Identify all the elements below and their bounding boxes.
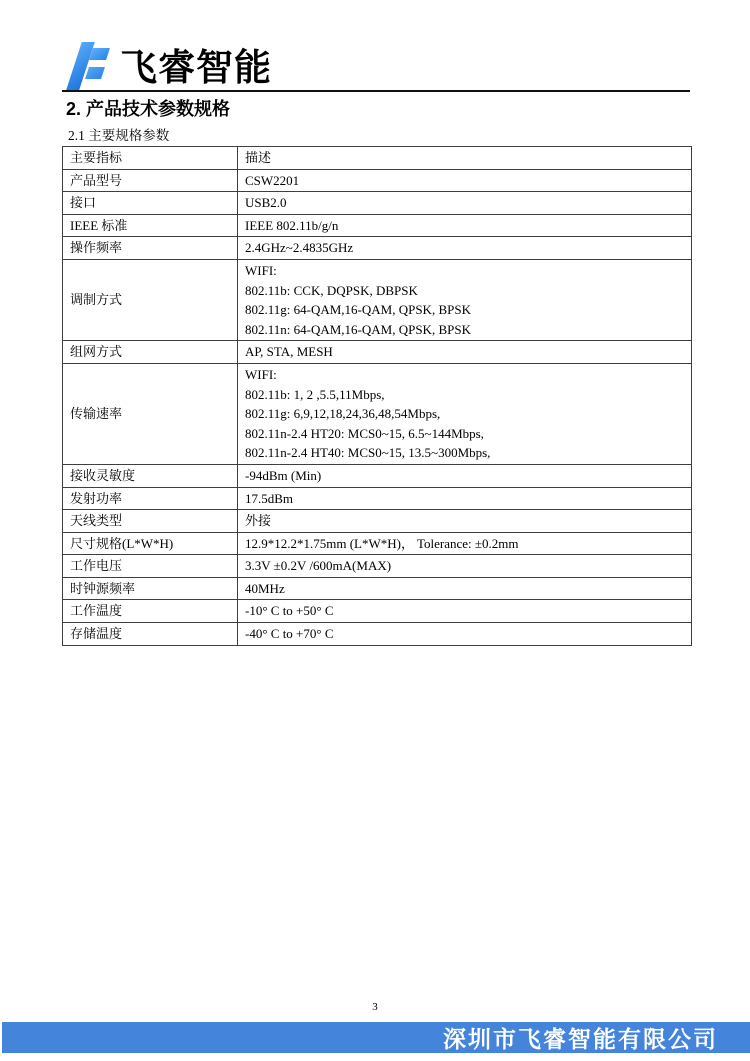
table-row (63, 259, 692, 340)
spec-value (238, 464, 692, 487)
table-row (63, 169, 692, 192)
spec-table-body (63, 169, 692, 645)
spec-value-line: CSW2201 (245, 172, 300, 188)
header-cell-description: 描述 (238, 147, 692, 170)
spec-value-line: IEEE 802.11b/g/n (245, 217, 339, 233)
table-row (63, 363, 692, 464)
spec-label: 存储温度 (63, 623, 238, 646)
table-row (63, 464, 692, 487)
table-row (63, 510, 692, 533)
subsection-title: 2.1 主要规格参数 (68, 128, 170, 143)
spec-value-line: USB2.0 (245, 195, 287, 211)
footer-bar (2, 1022, 750, 1053)
spec-label: 时钟源频率 (63, 577, 238, 600)
spec-value (238, 214, 692, 237)
page-number: 3 (372, 1001, 378, 1013)
spec-value-line: 802.11n-2.4 HT20: MCS0~15, 6.5~144Mbps, (245, 425, 484, 441)
spec-label: 传输速率 (63, 363, 238, 464)
company-logo (70, 42, 272, 92)
table-row (63, 341, 692, 364)
spec-value-line: 802.11n: 64-QAM,16-QAM, QPSK, BPSK (245, 321, 471, 337)
spec-value (238, 577, 692, 600)
spec-label: 工作温度 (63, 600, 238, 623)
spec-value (238, 510, 692, 533)
spec-table (62, 146, 692, 646)
spec-value-line: 2.4GHz~2.4835GHz (245, 240, 354, 256)
header-divider (62, 90, 690, 92)
spec-label: 工作电压 (63, 555, 238, 578)
spec-value-line: -40° C to +70° C (245, 626, 334, 642)
logo-bar-main (66, 42, 95, 90)
spec-value (238, 169, 692, 192)
spec-value (238, 259, 692, 340)
footer-company-name: 深圳市飞睿智能有限公司 (443, 1027, 718, 1052)
spec-value (238, 192, 692, 215)
spec-value-line: 802.11g: 6,9,12,18,24,36,48,54Mbps, (245, 406, 441, 422)
logo-text: 飞睿智能 (120, 46, 272, 88)
table-row (63, 623, 692, 646)
spec-value (238, 623, 692, 646)
spec-value-line: 17.5dBm (245, 490, 294, 506)
spec-label: 天线类型 (63, 510, 238, 533)
spec-value-line: -94dBm (Min) (245, 467, 322, 483)
spec-value-line: -10° C to +50° C (245, 603, 334, 619)
table-row (63, 487, 692, 510)
table-row (63, 532, 692, 555)
spec-value-line: 外接 (245, 513, 272, 529)
spec-label: 调制方式 (63, 259, 238, 340)
spec-value (238, 600, 692, 623)
logo-bar-bottom (85, 67, 105, 79)
spec-value-line: WIFI: (245, 262, 277, 278)
table-row (63, 577, 692, 600)
spec-label: 接收灵敏度 (63, 464, 238, 487)
spec-value-line: 802.11g: 64-QAM,16-QAM, QPSK, BPSK (245, 302, 471, 318)
logo-bar-top (89, 48, 110, 60)
spec-value-line: WIFI: (245, 366, 277, 382)
section-title: 2. 产品技术参数规格 (66, 99, 231, 119)
spec-value (238, 237, 692, 260)
spec-value-line: 40MHz (245, 580, 285, 596)
spec-value-line: 802.11b: CCK, DQPSK, DBPSK (245, 282, 418, 298)
spec-value (238, 487, 692, 510)
table-header-row (63, 147, 692, 170)
spec-label: IEEE 标准 (63, 214, 238, 237)
spec-label: 产品型号 (63, 169, 238, 192)
spec-value (238, 363, 692, 464)
table-row (63, 192, 692, 215)
spec-label: 接口 (63, 192, 238, 215)
spec-value-line: 802.11n-2.4 HT40: MCS0~15, 13.5~300Mbps, (245, 445, 491, 461)
spec-label: 组网方式 (63, 341, 238, 364)
spec-value-line: 802.11b: 1, 2 ,5.5,11Mbps, (245, 386, 385, 402)
spec-value-line: AP, STA, MESH (245, 344, 333, 360)
spec-label: 发射功率 (63, 487, 238, 510)
feirui-f-icon (70, 42, 112, 92)
table-row (63, 237, 692, 260)
table-row (63, 555, 692, 578)
spec-value (238, 532, 692, 555)
spec-label: 尺寸规格(L*W*H) (63, 532, 238, 555)
table-row (63, 214, 692, 237)
table-row (63, 600, 692, 623)
spec-value (238, 341, 692, 364)
header-cell-indicator: 主要指标 (63, 147, 238, 170)
spec-value (238, 555, 692, 578)
spec-label: 操作频率 (63, 237, 238, 260)
spec-value-line: 3.3V ±0.2V /600mA(MAX) (245, 558, 392, 574)
spec-value-line: 12.9*12.2*1.75mm (L*W*H)， Tolerance: ±0.2mm (245, 535, 519, 551)
